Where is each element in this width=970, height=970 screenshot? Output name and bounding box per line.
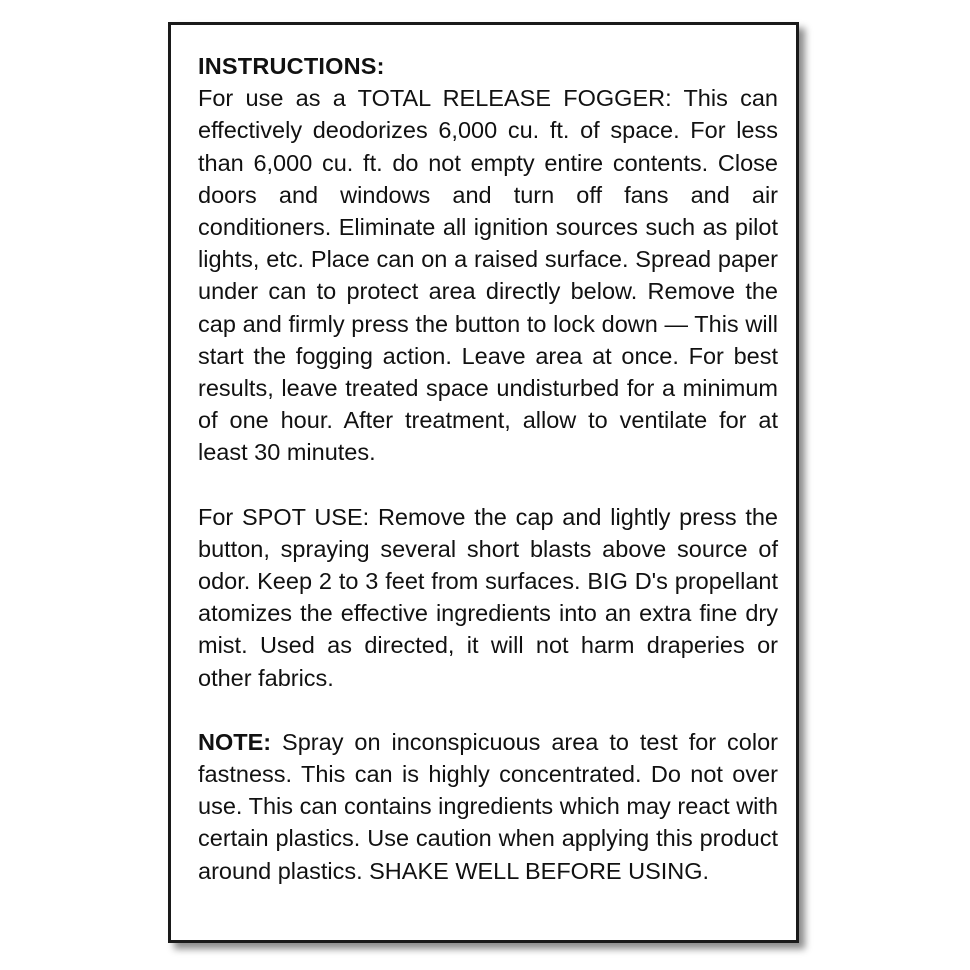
note-text: Spray on inconspicuous area to test for color fastness. This can is highly concentrated. Do not over use. This can contains ingredients which may react with certain plastics. Use caution when applying this product around plastics. SHAKE WELL BEFORE USING. xyxy=(198,728,778,884)
instructions-label-card xyxy=(168,22,799,943)
note-label: NOTE: xyxy=(198,728,272,755)
instructions-body xyxy=(198,50,778,887)
spot-use-paragraph: For SPOT USE: Remove the cap and lightly press the button, spraying several short blasts above source of odor. Keep 2 to 3 feet from surfaces. BIG D's propellant atomizes the effective ingredients into an extra fine dry mist. Used as directed, it will not harm draperies or other fabrics. xyxy=(198,503,778,691)
instructions-heading: INSTRUCTIONS: xyxy=(198,53,385,79)
fogger-instructions-paragraph: For use as a TOTAL RELEASE FOGGER: This can effectively deodorizes 6,000 cu. ft. of space. For less than 6,000 cu. ft. do not empty entire contents. Close doors and windows and turn off fans and air conditioners. Eliminate all ignition sources such as pilot lights, etc. Place can on a raised surface. Spread paper under can to protect area directly below. Remove the cap and firmly press the button to lock down — This will start the fogging action. Leave area at once. For best results, leave treated space undisturbed for a minimum of one hour. After treatment, allow to ventilate for at least 30 minutes. xyxy=(198,85,778,466)
note-paragraph xyxy=(198,726,778,887)
